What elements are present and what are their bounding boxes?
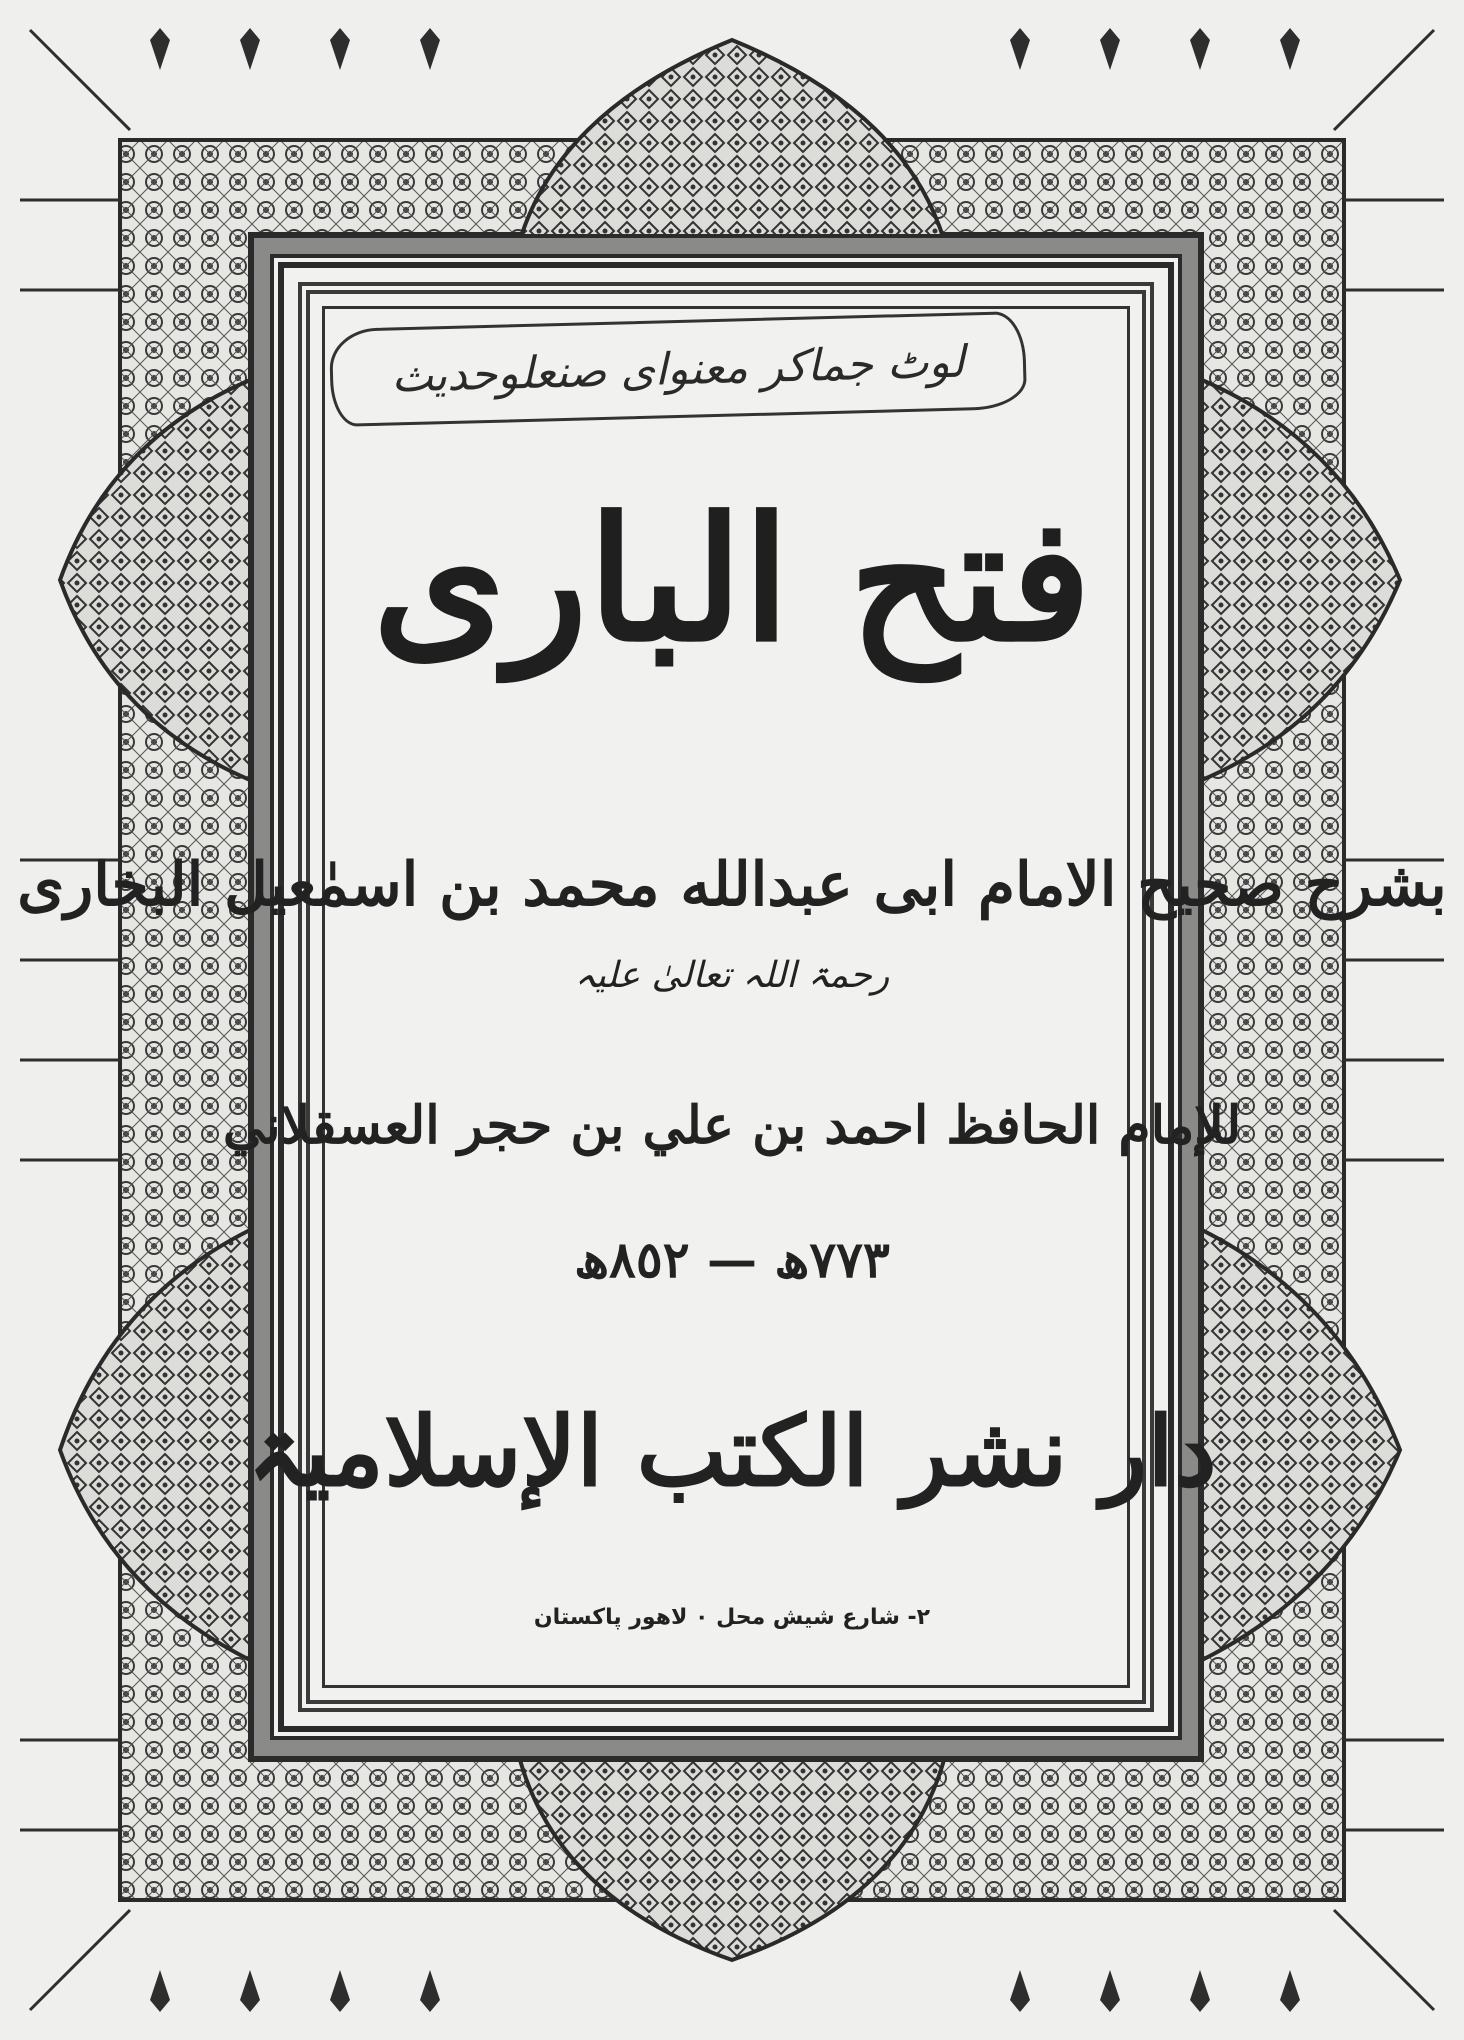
publisher-name: دار نشر الکتب الإسلامیۃ: [247, 1395, 1217, 1508]
blessing-line: رحمۃ اللہ تعالیٰ علیہ: [574, 955, 890, 996]
subtitle-line: بشرح صحیح الامام ابی عبدالله محمد بن اسمٰعیل البخاری: [17, 850, 1447, 920]
book-title: فتح الباری: [372, 480, 1092, 680]
publisher-address: ٢- شارع شیش محل ۰ لاهور پاکستان: [533, 1605, 931, 1630]
author-line: للإمام الحافظ احمد بن علي بن حجر العسقلاني: [222, 1095, 1242, 1156]
handwritten-note: لوٹ جماکر معنوای صنعلوحدیث: [329, 311, 1027, 427]
author-dates: ٧٧٣ھ — ٨٥٢ھ: [574, 1230, 890, 1289]
